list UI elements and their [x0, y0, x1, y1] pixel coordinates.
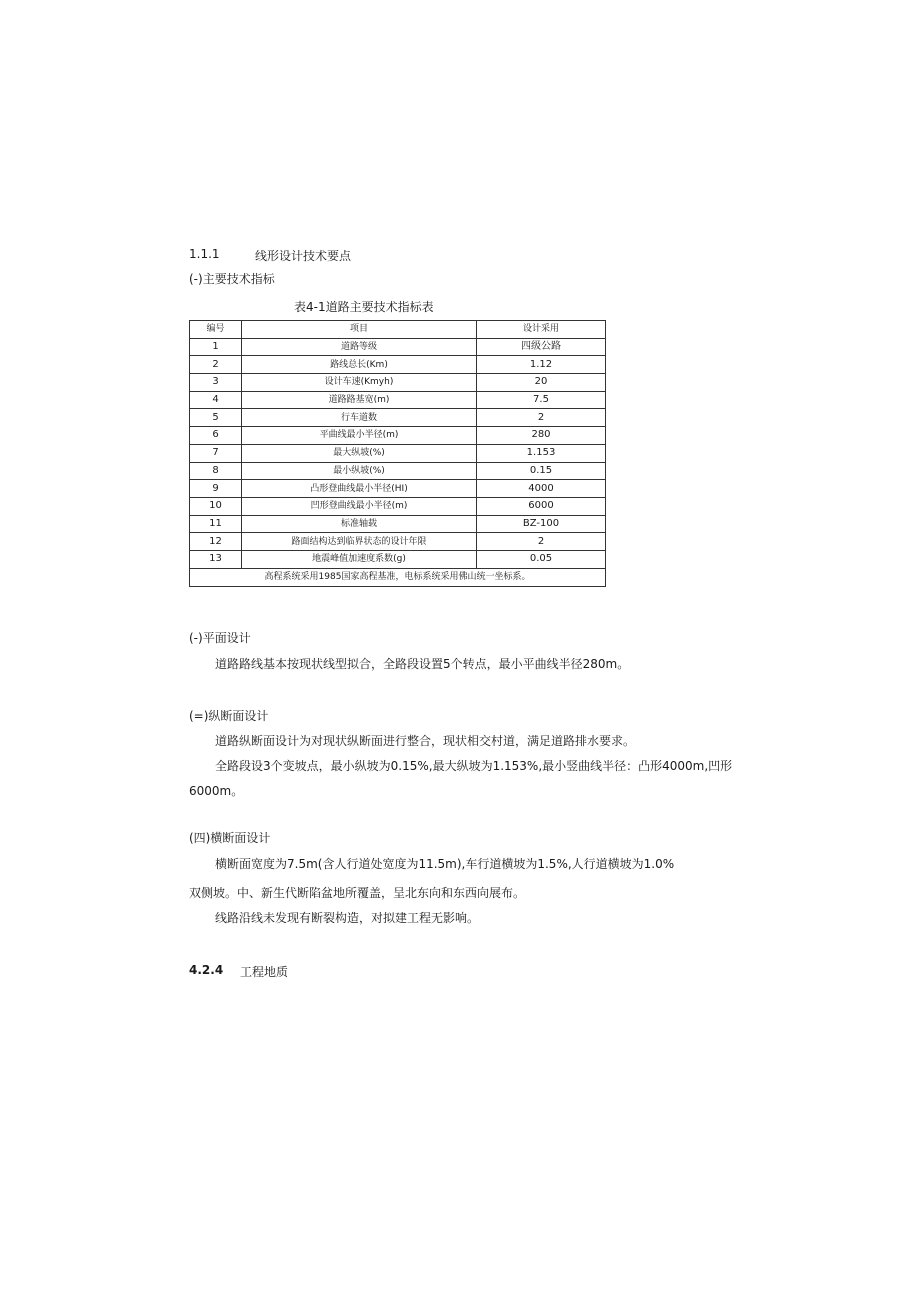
row-value: 0.05: [477, 550, 606, 568]
row-number: 11: [190, 515, 242, 533]
section-title: 线形设计技术要点: [255, 249, 352, 263]
row-number: 12: [190, 533, 242, 551]
row-item: 最小纵坡(%): [242, 462, 477, 480]
row-item: 地震峰值加速度系数(g): [242, 550, 477, 568]
row-number: 3: [190, 374, 242, 392]
row-number: 8: [190, 462, 242, 480]
section2-number: 4.2.4: [189, 963, 224, 977]
row-item: 设计车速(Kmyh): [242, 374, 477, 392]
vertical-design-paragraph-1: 道路纵断面设计为对现状纵断面进行整合，现状相交村道，满足道路排水要求。: [215, 734, 636, 748]
table-row: [190, 515, 606, 533]
row-item: 道路路基宽(m): [242, 391, 477, 409]
row-item: 道路等级: [242, 338, 477, 356]
section2-title: 工程地质: [240, 965, 289, 979]
row-number: 13: [190, 550, 242, 568]
row-value: 0.15: [477, 462, 606, 480]
row-value: 4000: [477, 480, 606, 498]
cross-section-paragraph-1-cont: 双侧坡。中、新生代断陷盆地所覆盖，呈北东向和东西向展布。: [189, 886, 526, 900]
row-value: 2: [477, 409, 606, 427]
row-value: 280: [477, 427, 606, 445]
cross-section-paragraph-2: 线路沿线未发现有断裂构造，对拟建工程无影响。: [215, 911, 480, 925]
table-row: [190, 338, 606, 356]
row-value: 6000: [477, 497, 606, 515]
cross-section-heading: (四)横断面设计: [189, 831, 271, 845]
table-row: [190, 444, 606, 462]
table-row: [190, 462, 606, 480]
row-value: BZ-100: [477, 515, 606, 533]
table-row: [190, 497, 606, 515]
col-header-value: 设计采用: [477, 321, 606, 339]
row-item: 路面结构达到临界状态的设计年限: [242, 533, 477, 551]
row-value: 四级公路: [477, 338, 606, 356]
table-note: 高程系统采用1985国家高程基准，电标系统采用佛山统一坐标系。: [190, 568, 606, 586]
table-caption: 表4-1道路主要技术指标表: [294, 300, 434, 314]
row-value: 20: [477, 374, 606, 392]
subheading-main-indicators: (-)主要技术指标: [189, 272, 275, 286]
row-number: 5: [190, 409, 242, 427]
row-number: 1: [190, 338, 242, 356]
spec-table: [189, 320, 606, 587]
plane-design-heading: (-)平面设计: [189, 631, 251, 645]
row-item: 标准轴载: [242, 515, 477, 533]
row-item: 行车道数: [242, 409, 477, 427]
table-row: [190, 533, 606, 551]
row-number: 7: [190, 444, 242, 462]
table-note-row: [190, 568, 606, 586]
table-row: [190, 409, 606, 427]
vertical-design-paragraph-2-cont: 6000m。: [189, 784, 244, 798]
row-number: 6: [190, 427, 242, 445]
row-value: 2: [477, 533, 606, 551]
cross-section-paragraph-1: 横断面宽度为7.5m(含人行道处宽度为11.5m),车行道横坡为1.5%,人行道横坡为1.0%: [215, 857, 675, 871]
row-value: 1.153: [477, 444, 606, 462]
table-row: [190, 480, 606, 498]
row-item: 路线总长(Km): [242, 356, 477, 374]
table-row: [190, 356, 606, 374]
row-item: 平曲线最小半径(m): [242, 427, 477, 445]
row-item: 凹形登曲线最小半径(m): [242, 497, 477, 515]
row-number: 2: [190, 356, 242, 374]
table-row: [190, 427, 606, 445]
row-number: 10: [190, 497, 242, 515]
table-row: [190, 374, 606, 392]
col-header-item: 项目: [242, 321, 477, 339]
section-number: 1.1.1: [189, 247, 220, 261]
row-value: 1.12: [477, 356, 606, 374]
table-header-row: [190, 321, 606, 339]
vertical-design-paragraph-2: 全路段设3个变坡点，最小纵坡为0.15%,最大纵坡为1.153%,最小竖曲线半径：凸形4000m,凹形: [215, 759, 733, 773]
vertical-design-heading: (=)纵断面设计: [189, 709, 269, 723]
table-row: [190, 391, 606, 409]
row-number: 9: [190, 480, 242, 498]
row-value: 7.5: [477, 391, 606, 409]
row-number: 4: [190, 391, 242, 409]
plane-design-paragraph: 道路路线基本按现状线型拟合，全路段设置5个转点，最小平曲线半径280m。: [215, 657, 630, 671]
row-item: 最大纵坡(%): [242, 444, 477, 462]
col-header-number: 编号: [190, 321, 242, 339]
table-row: [190, 550, 606, 568]
row-item: 凸形登曲线最小半径(HI): [242, 480, 477, 498]
